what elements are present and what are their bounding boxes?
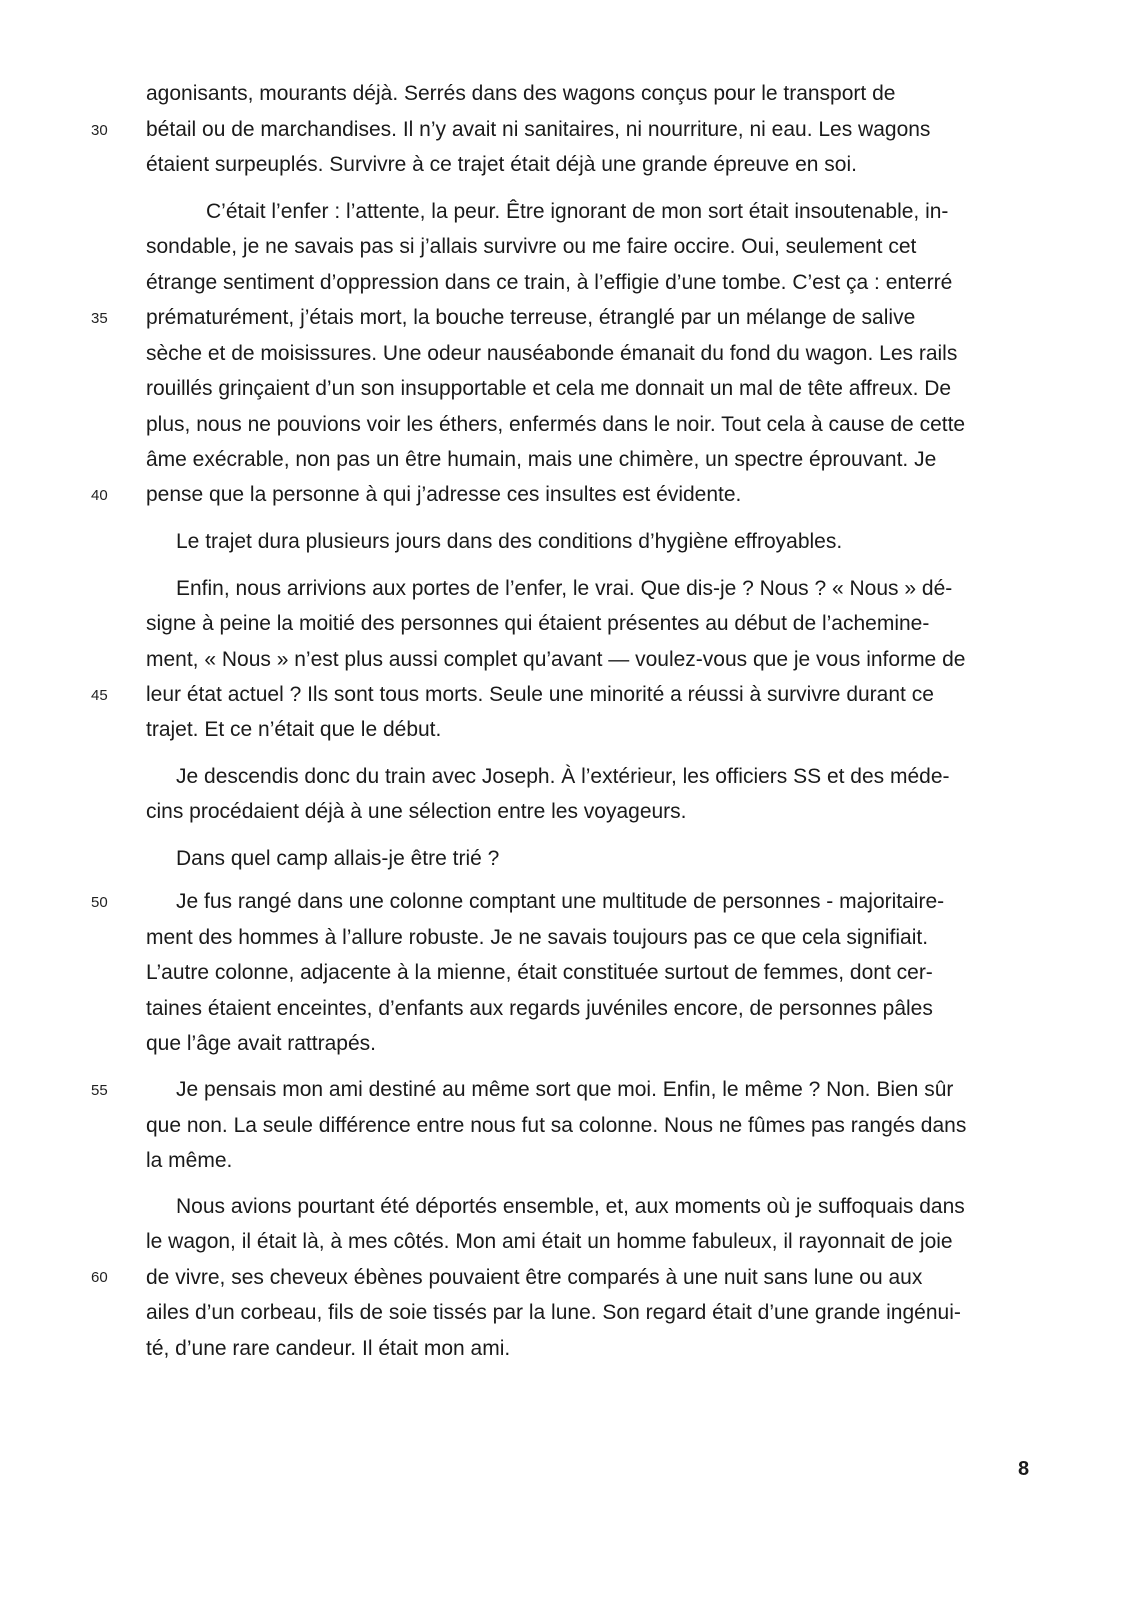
text-line: ment des hommes à l’allure robuste. Je ne savais toujours pas ce que cela signifiait.: [146, 926, 929, 949]
text-line: ailes d’un corbeau, fils de soie tissés par la lune. Son regard était d’une grande ingénui-: [146, 1301, 961, 1324]
text-line: pense que la personne à qui j’adresse ces insultes est évidente.: [146, 483, 742, 506]
text-line: Dans quel camp allais-je être trié ?: [176, 847, 500, 870]
text-line: signe à peine la moitié des personnes qui étaient présentes au début de l’achemine-: [146, 612, 930, 635]
text-line: plus, nous ne pouvions voir les éthers, enfermés dans le noir. Tout cela à cause de cette: [146, 413, 966, 436]
text-line: sèche et de moisissures. Une odeur nauséabonde émanait du fond du wagon. Les rails: [146, 342, 958, 365]
text-line: étaient surpeuplés. Survivre à ce trajet était déjà une grande épreuve en soi.: [146, 153, 857, 176]
line-number-50: 50: [91, 894, 108, 911]
text-line: C’était l’enfer : l’attente, la peur. Être ignorant de mon sort était insoutenable, in-: [206, 200, 949, 223]
line-number-60: 60: [91, 1269, 108, 1286]
text-line: la même.: [146, 1149, 233, 1172]
text-line: Je pensais mon ami destiné au même sort que moi. Enfin, le même ? Non. Bien sûr: [176, 1078, 954, 1101]
text-line: étrange sentiment d’oppression dans ce train, à l’effigie d’une tombe. C’est ça : enterré: [146, 271, 953, 294]
line-number-55: 55: [91, 1082, 108, 1099]
text-line: L’autre colonne, adjacente à la mienne, était constituée surtout de femmes, dont cer-: [146, 961, 933, 984]
text-line: agonisants, mourants déjà. Serrés dans des wagons conçus pour le transport de: [146, 82, 896, 105]
text-line: âme exécrable, non pas un être humain, mais une chimère, un spectre éprouvant. Je: [146, 448, 937, 471]
text-line: cins procédaient déjà à une sélection entre les voyageurs.: [146, 800, 687, 823]
text-line: trajet. Et ce n’était que le début.: [146, 718, 442, 741]
text-line: Je descendis donc du train avec Joseph. À l’extérieur, les officiers SS et des méde-: [176, 765, 950, 788]
text-line: Je fus rangé dans une colonne comptant une multitude de personnes - majoritaire-: [176, 890, 945, 913]
text-line: taines étaient enceintes, d’enfants aux regards juvéniles encore, de personnes pâles: [146, 997, 933, 1020]
text-line: sondable, je ne savais pas si j’allais survivre ou me faire occire. Oui, seulement cet: [146, 235, 917, 258]
text-line: que l’âge avait rattrapés.: [146, 1032, 376, 1055]
text-line: Nous avions pourtant été déportés ensemble, et, aux moments où je suffoquais dans: [176, 1195, 965, 1218]
text-line: prématurément, j’étais mort, la bouche terreuse, étranglé par un mélange de salive: [146, 306, 916, 329]
line-number-35: 35: [91, 310, 108, 327]
text-line: de vivre, ses cheveux ébènes pouvaient être comparés à une nuit sans lune ou aux: [146, 1266, 923, 1289]
page-number: 8: [1018, 1458, 1030, 1480]
text-line: rouillés grinçaient d’un son insupportable et cela me donnait un mal de tête affreux. De: [146, 377, 952, 400]
text-line: bétail ou de marchandises. Il n’y avait ni sanitaires, ni nourriture, ni eau. Les wagons: [146, 118, 931, 141]
line-number-30: 30: [91, 122, 108, 139]
text-line: Le trajet dura plusieurs jours dans des conditions d’hygiène effroyables.: [176, 530, 843, 553]
text-line: té, d’une rare candeur. Il était mon ami.: [146, 1337, 511, 1360]
text-line: ment, « Nous » n’est plus aussi complet qu’avant — voulez-vous que je vous informe de: [146, 648, 966, 671]
text-line: Enfin, nous arrivions aux portes de l’enfer, le vrai. Que dis-je ? Nous ? « Nous » dé-: [176, 577, 953, 600]
text-line: que non. La seule différence entre nous fut sa colonne. Nous ne fûmes pas rangés dans: [146, 1114, 967, 1137]
text-line: le wagon, il était là, à mes côtés. Mon ami était un homme fabuleux, il rayonnait de joie: [146, 1230, 953, 1253]
line-number-45: 45: [91, 687, 108, 704]
text-line: leur état actuel ? Ils sont tous morts. Seule une minorité a réussi à survivre durant ce: [146, 683, 934, 706]
line-number-40: 40: [91, 487, 108, 504]
